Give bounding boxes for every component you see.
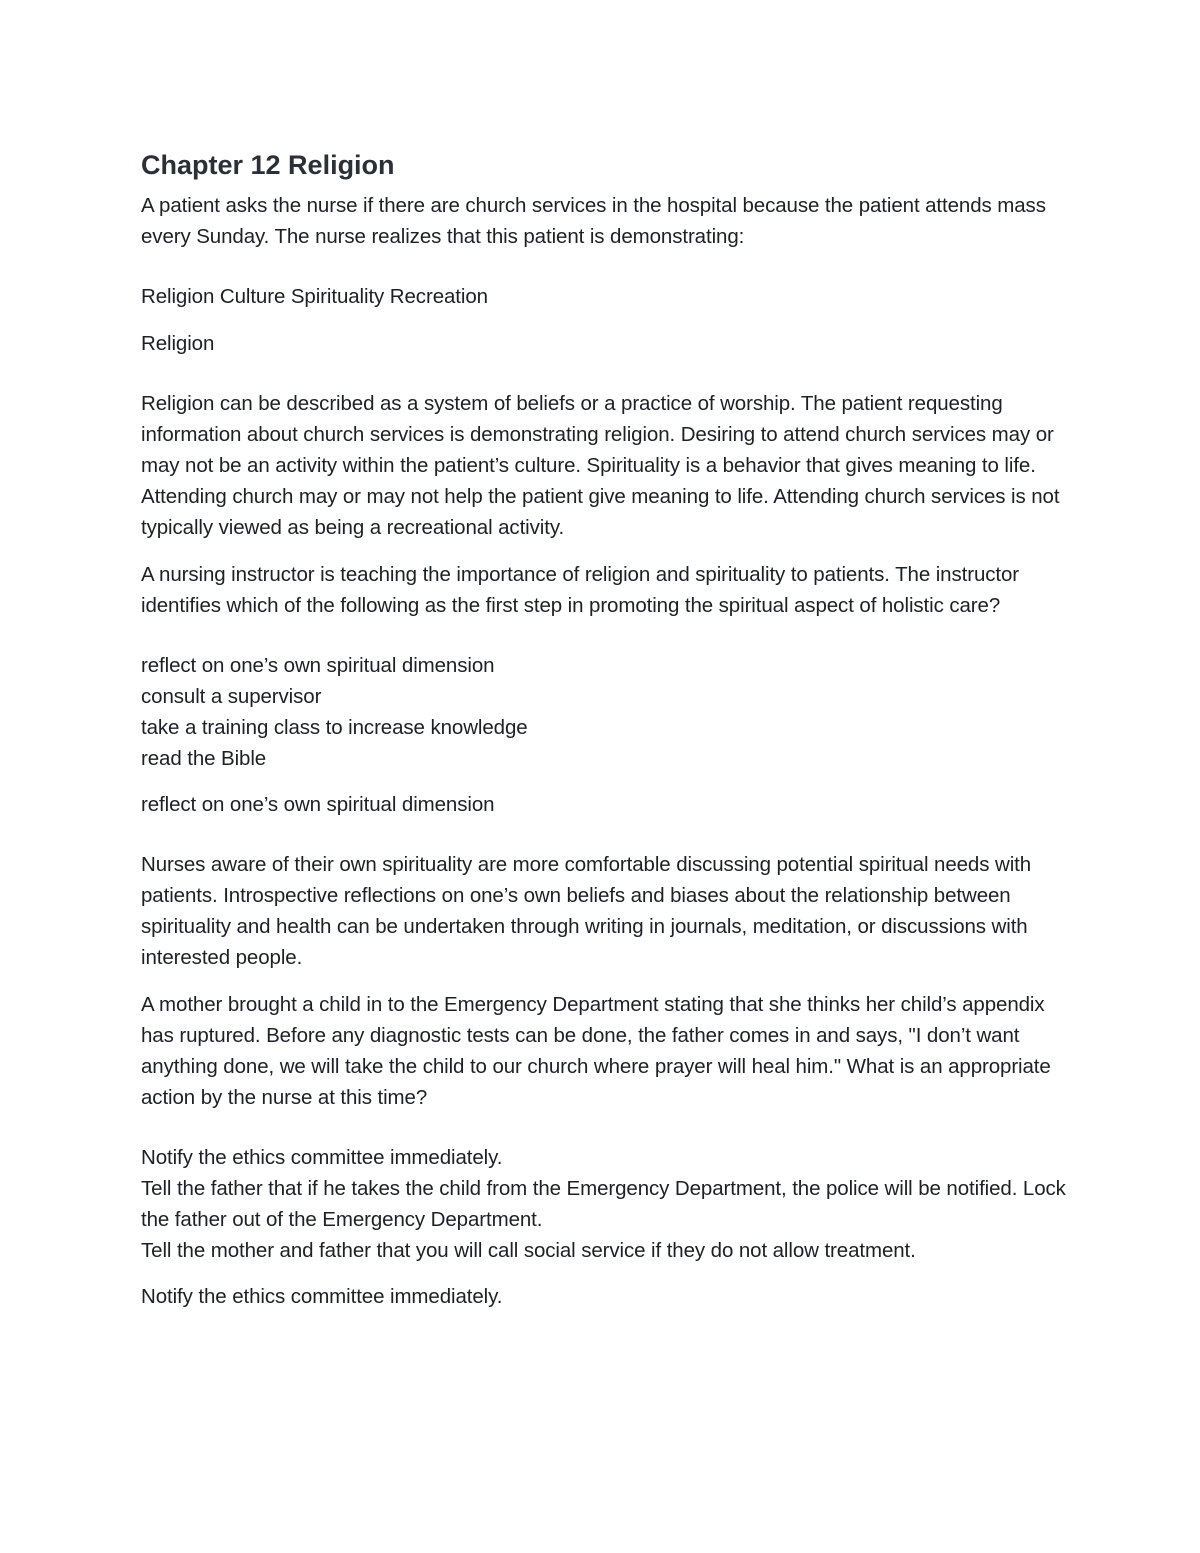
document-page (141, 148, 1071, 1312)
question-2-rationale: Nurses aware of their own spirituality are more comfortable discussing potential spiritual needs with patients. Introspective reflections on one’s own beliefs and biases about the relationship between spirituality and health can be undertaken through writing in journals, meditation, or discussions with interested people. (141, 853, 1032, 969)
question-1-text: A patient asks the nurse if there are church services in the hospital because the patient attends mass every Sunday. The nurse realizes that this patient is demonstrating: (141, 194, 1046, 248)
option-item: reflect on one’s own spiritual dimension (141, 654, 495, 677)
question-2-options (141, 650, 1071, 774)
question-1-options: Religion Culture Spirituality Recreation (141, 285, 488, 308)
question-3-text: A mother brought a child in to the Emergency Department stating that she thinks her child’s appendix has ruptured. Before any diagnostic tests can be done, the father comes in and says, "I don’t want anything done, we will take the child to our church where prayer will heal him." What is an appropriate action by the nurse at this time? (141, 993, 1051, 1109)
option-item: consult a supervisor (141, 685, 322, 708)
option-item: Tell the father that if he takes the child from the Emergency Department, the police will be notified. Lock the father out of the Emergency Department. (141, 1177, 1066, 1231)
option-item: take a training class to increase knowledge (141, 716, 528, 739)
question-3-options (141, 1142, 1071, 1266)
question-2-text: A nursing instructor is teaching the importance of religion and spirituality to patients. The instructor identifies which of the following as the first step in promoting the spiritual aspect of holistic care? (141, 563, 1020, 617)
option-item: read the Bible (141, 747, 267, 770)
option-item: Tell the mother and father that you will call social service if they do not allow treatment. (141, 1239, 916, 1262)
question-1-rationale: Religion can be described as a system of beliefs or a practice of worship. The patient requesting information about church services is demonstrating religion. Desiring to attend church services may or may not be an activity within the patient’s culture. Spirituality is a behavior that gives meaning to life. Attending church may or may not help the patient give meaning to life. Attending church services is not typically viewed as being a recreational activity. (141, 392, 1060, 539)
question-2-answer: reflect on one’s own spiritual dimension (141, 793, 495, 816)
question-1-answer: Religion (141, 332, 215, 355)
question-3-answer: Notify the ethics committee immediately. (141, 1285, 503, 1308)
page-title: Chapter 12 Religion (141, 150, 395, 180)
option-item: Notify the ethics committee immediately. (141, 1146, 503, 1169)
